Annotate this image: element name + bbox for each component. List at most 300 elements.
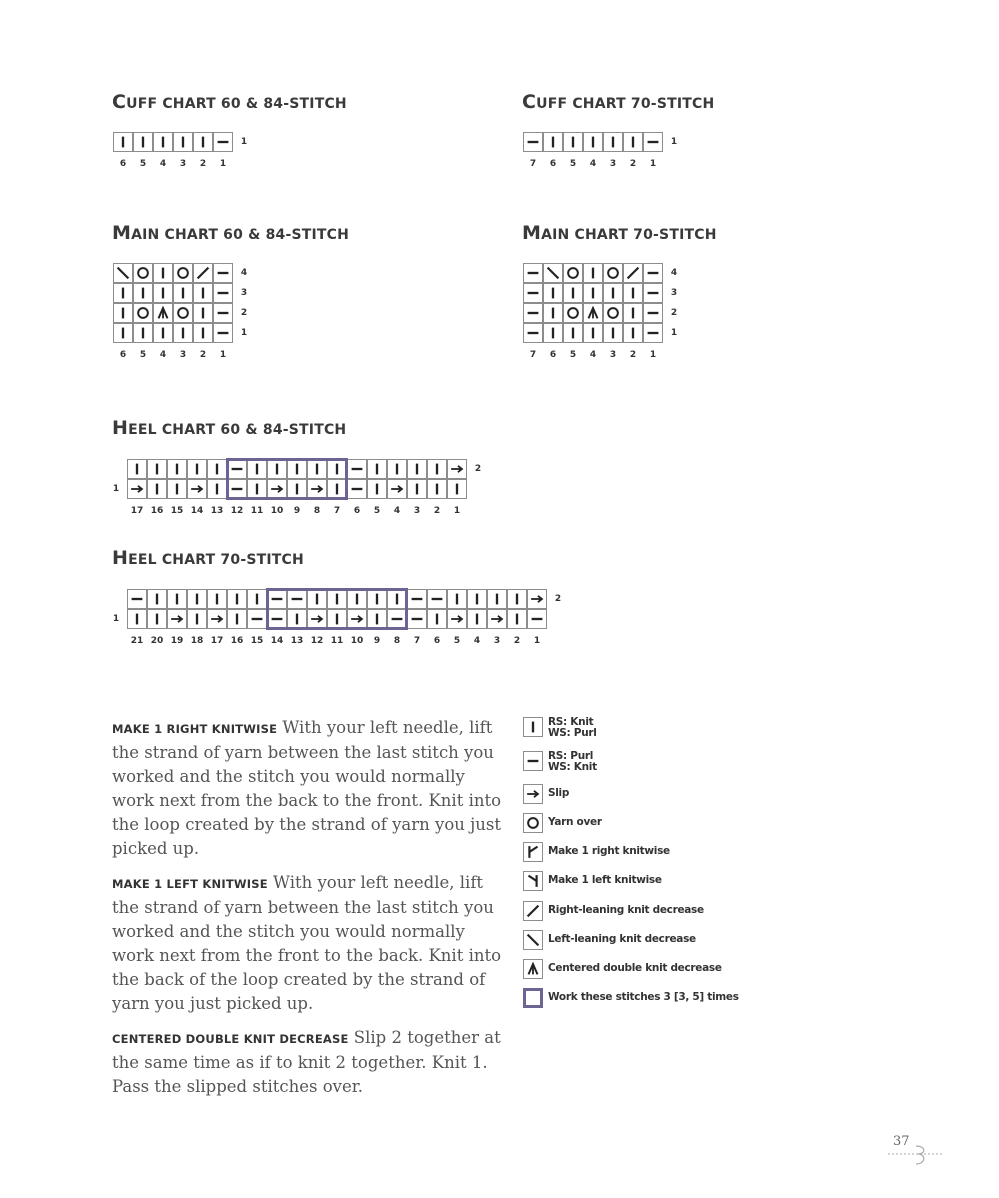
knit-symbol-icon — [468, 590, 486, 608]
chart-column-number: 1 — [453, 506, 461, 516]
knit-symbol-icon — [148, 460, 166, 478]
legend-label-line: Left-leaning knit decrease — [548, 933, 696, 945]
chart-column-number: 7 — [529, 159, 537, 169]
knit-symbol-icon — [134, 284, 152, 302]
knit-symbol-icon — [584, 133, 602, 151]
knit-symbol-icon — [584, 324, 602, 342]
knit-symbol-icon — [448, 590, 466, 608]
chart-column-number: 4 — [473, 636, 481, 646]
chart-cell — [543, 283, 563, 303]
knit-symbol-icon — [428, 480, 446, 498]
legend-label — [548, 846, 670, 857]
chart-column-number: 2 — [513, 636, 521, 646]
slip-symbol-icon — [524, 785, 542, 803]
chart-cell — [407, 459, 427, 479]
chart-cell — [133, 323, 153, 343]
chart-cell — [523, 303, 543, 323]
chart-cell — [603, 132, 623, 152]
chart-row-number: 1 — [670, 137, 678, 147]
chart-cell — [563, 303, 583, 323]
chart-cell — [623, 283, 643, 303]
slip-symbol-icon — [388, 480, 406, 498]
knit-symbol-icon — [624, 284, 642, 302]
knit-symbol-icon — [368, 460, 386, 478]
knit-symbol-icon — [208, 590, 226, 608]
chart-cell — [643, 263, 663, 283]
chart-cell — [167, 609, 187, 629]
purl-symbol-icon — [214, 304, 232, 322]
knit-symbol-icon — [268, 460, 286, 478]
purl-symbol-icon — [388, 610, 406, 628]
legend-label — [548, 963, 722, 974]
chart-column-number: 4 — [159, 159, 167, 169]
chart-cell — [267, 459, 287, 479]
knit-symbol-icon — [584, 284, 602, 302]
knit-symbol-icon — [584, 264, 602, 282]
chart-cell — [167, 589, 187, 609]
chart-cell — [153, 323, 173, 343]
purl-symbol-icon — [644, 324, 662, 342]
legend-label — [548, 817, 602, 828]
chart-cell — [227, 609, 247, 629]
chart-cell — [643, 283, 663, 303]
slip-symbol-icon — [488, 610, 506, 628]
chart-column-number: 1 — [533, 636, 541, 646]
legend-label-line: Centered double knit decrease — [548, 962, 722, 974]
slip-symbol-icon — [168, 610, 186, 628]
knit-symbol-icon — [174, 284, 192, 302]
chart-cell — [447, 479, 467, 499]
chart-cell — [603, 263, 623, 283]
chart-cell — [207, 479, 227, 499]
knit-symbol-icon — [604, 324, 622, 342]
chart-cell — [153, 303, 173, 323]
knit-symbol-icon — [388, 590, 406, 608]
centered-decrease-symbol-icon — [524, 960, 542, 978]
knit-symbol-icon — [228, 590, 246, 608]
slip-symbol-icon — [308, 480, 326, 498]
chart-cell — [563, 263, 583, 283]
chart-column-number: 3 — [609, 159, 617, 169]
chart-cell — [173, 303, 193, 323]
centered-double-decrease-body: Slip 2 together at the same time as if to knit 2 together. Knit 1. Pass the slipped stitches over. — [112, 1028, 501, 1096]
chart-cell — [623, 323, 643, 343]
chart-column-number: 3 — [413, 506, 421, 516]
chart-cell — [583, 323, 603, 343]
chart-cell — [327, 479, 347, 499]
chart-cell — [543, 263, 563, 283]
knit-symbol-icon — [368, 480, 386, 498]
knit-symbol-icon — [308, 460, 326, 478]
legend-label-line: WS: Knit — [548, 761, 597, 773]
chart-column-number: 11 — [250, 506, 264, 516]
knit-symbol-icon — [624, 133, 642, 151]
chart-cell — [127, 479, 147, 499]
knit-symbol-icon — [248, 590, 266, 608]
knit-symbol-icon — [448, 480, 466, 498]
right-decrease-symbol-icon — [194, 264, 212, 282]
slip-symbol-icon — [448, 460, 466, 478]
chart-cell — [167, 459, 187, 479]
legend-label — [548, 934, 696, 945]
chart-cell — [643, 132, 663, 152]
purl-symbol-icon — [268, 590, 286, 608]
knit-symbol-icon — [208, 460, 226, 478]
chart-cell — [127, 589, 147, 609]
knit-symbol-icon — [114, 304, 132, 322]
chart-cell — [327, 459, 347, 479]
chart-cell — [193, 303, 213, 323]
purl-symbol-icon — [408, 590, 426, 608]
chart-cell — [113, 303, 133, 323]
legend-label-line: Make 1 left knitwise — [548, 874, 662, 886]
chart-cell — [247, 479, 267, 499]
knit-symbol-icon — [128, 610, 146, 628]
chart-cell — [113, 323, 133, 343]
chart-column-number: 19 — [170, 636, 184, 646]
legend-label-line: Slip — [548, 787, 570, 799]
knit-symbol-icon — [114, 133, 132, 151]
chart-column-number: 5 — [139, 159, 147, 169]
chart-column-number: 2 — [199, 159, 207, 169]
knit-symbol-icon — [188, 610, 206, 628]
chart-column-number: 3 — [609, 350, 617, 360]
main-chart-60-84-title: MAIN CHART 60 & 84-STITCH — [112, 222, 350, 244]
chart-row-number: 1 — [240, 137, 248, 147]
chart-cell — [347, 479, 367, 499]
slip-symbol-icon — [528, 590, 546, 608]
circle-icon — [523, 813, 543, 833]
chart-cell — [287, 459, 307, 479]
slip-symbol-icon — [268, 480, 286, 498]
knit-symbol-icon — [288, 480, 306, 498]
chart-column-number: 2 — [629, 159, 637, 169]
chart-cell — [543, 323, 563, 343]
chart-column-number: 18 — [190, 636, 204, 646]
left-decrease-symbol-icon — [114, 264, 132, 282]
chart-cell — [247, 589, 267, 609]
yarn-over-symbol-icon — [604, 264, 622, 282]
chart-cell — [427, 479, 447, 499]
centered-decrease-symbol-icon — [584, 304, 602, 322]
knit-symbol-icon — [154, 133, 172, 151]
chart-cell — [623, 132, 643, 152]
knit-symbol-icon — [488, 590, 506, 608]
chart-cell — [173, 263, 193, 283]
knit-symbol-icon — [174, 133, 192, 151]
make-one-right-icon — [523, 842, 543, 862]
chart-cell — [543, 303, 563, 323]
chart-cell — [307, 479, 327, 499]
chart-row-number: 1 — [240, 328, 248, 338]
chart-column-number: 9 — [373, 636, 381, 646]
chart-column-number: 1 — [649, 350, 657, 360]
centered-double-decrease-term: CENTERED DOUBLE KNIT DECREASE — [112, 1032, 349, 1046]
chart-column-number: 11 — [330, 636, 344, 646]
chart-cell — [133, 303, 153, 323]
chart-cell — [207, 459, 227, 479]
knit-symbol-icon — [148, 480, 166, 498]
chart-column-number: 10 — [350, 636, 364, 646]
chart-row-number: 3 — [670, 288, 678, 298]
chart-column-number: 9 — [293, 506, 301, 516]
slip-symbol-icon — [308, 610, 326, 628]
chart-column-number: 6 — [353, 506, 361, 516]
chart-cell — [307, 609, 327, 629]
knit-symbol-icon — [508, 610, 526, 628]
chart-column-number: 8 — [393, 636, 401, 646]
chart-column-number: 4 — [393, 506, 401, 516]
purl-symbol-icon — [214, 324, 232, 342]
chart-column-number: 20 — [150, 636, 164, 646]
chart-cell — [427, 459, 447, 479]
yarn-over-symbol-icon — [134, 304, 152, 322]
horizontal-bar-icon — [523, 751, 543, 771]
chart-cell — [267, 589, 287, 609]
legend-label — [548, 905, 704, 916]
slip-symbol-icon — [348, 610, 366, 628]
chart-cell — [213, 132, 233, 152]
chart-cell — [347, 589, 367, 609]
chart-cell — [467, 589, 487, 609]
chart-cell — [347, 609, 367, 629]
knit-symbol-icon — [348, 590, 366, 608]
make-1-right-term: MAKE 1 RIGHT KNITWISE — [112, 722, 278, 736]
purl-symbol-icon — [348, 480, 366, 498]
chart-cell — [527, 609, 547, 629]
chart-column-number: 13 — [290, 636, 304, 646]
legend-label-line: Yarn over — [548, 816, 602, 828]
knit-symbol-icon — [148, 590, 166, 608]
chart-cell — [147, 479, 167, 499]
chart-cell — [447, 609, 467, 629]
centered-double-decrease-paragraph — [112, 1026, 504, 1099]
flourish-ornament-icon — [886, 1142, 944, 1168]
chart-row-number: 2 — [554, 594, 562, 604]
knit-symbol-icon — [174, 324, 192, 342]
chart-cell — [583, 263, 603, 283]
chart-cell — [623, 263, 643, 283]
slip-symbol-icon — [128, 480, 146, 498]
chart-column-number: 10 — [270, 506, 284, 516]
knit-symbol-icon — [428, 610, 446, 628]
make-1-left-body: With your left needle, lift the strand of yarn between the last stitch you worked and the stitch you would normally work next from the front to the back. Knit into the back of the loop created by the strand of yarn you just picked up. — [112, 873, 502, 1013]
knit-symbol-icon — [188, 590, 206, 608]
chart-cell — [367, 589, 387, 609]
chart-column-number: 12 — [230, 506, 244, 516]
legend-label-line: RS: Purl — [548, 750, 594, 762]
chart-row-number: 1 — [112, 614, 120, 624]
chart-cell — [583, 132, 603, 152]
knit-symbol-icon — [288, 610, 306, 628]
chart-cell — [643, 323, 663, 343]
knit-symbol-icon — [148, 610, 166, 628]
knit-symbol-icon — [388, 460, 406, 478]
purl-symbol-icon — [408, 610, 426, 628]
chart-row-number: 1 — [112, 484, 120, 494]
chart-cell — [247, 609, 267, 629]
chart-row-number: 4 — [670, 268, 678, 278]
legend-label — [548, 992, 739, 1003]
knit-symbol-icon — [544, 324, 562, 342]
yarn-over-symbol-icon — [604, 304, 622, 322]
knit-symbol-icon — [604, 284, 622, 302]
chart-cell — [193, 263, 213, 283]
chart-column-number: 6 — [549, 350, 557, 360]
chart-cell — [447, 459, 467, 479]
purl-symbol-icon — [228, 480, 246, 498]
chart-cell — [133, 283, 153, 303]
knit-symbol-icon — [368, 590, 386, 608]
chart-cell — [543, 132, 563, 152]
chart-cell — [133, 263, 153, 283]
chart-cell — [427, 589, 447, 609]
chart-cell — [187, 479, 207, 499]
chart-cell — [213, 323, 233, 343]
knit-symbol-icon — [328, 610, 346, 628]
chart-cell — [227, 589, 247, 609]
chart-column-number: 16 — [230, 636, 244, 646]
chart-column-number: 5 — [139, 350, 147, 360]
knit-symbol-icon — [508, 590, 526, 608]
slip-symbol-icon — [188, 480, 206, 498]
chart-cell — [173, 323, 193, 343]
knit-symbol-icon — [228, 610, 246, 628]
chart-cell — [167, 479, 187, 499]
chart-cell — [113, 283, 133, 303]
chart-cell — [227, 459, 247, 479]
legend-label — [548, 717, 597, 739]
knit-symbol-icon — [624, 324, 642, 342]
make-1-left-term: MAKE 1 LEFT KNITWISE — [112, 877, 268, 891]
knit-symbol-icon — [194, 133, 212, 151]
chart-cell — [267, 609, 287, 629]
chart-cell — [487, 609, 507, 629]
purl-symbol-icon — [644, 133, 662, 151]
chart-row-number: 2 — [670, 308, 678, 318]
purl-symbol-icon — [228, 460, 246, 478]
chart-cell — [387, 609, 407, 629]
purl-symbol-icon — [644, 304, 662, 322]
yarn-over-symbol-icon — [524, 814, 542, 832]
chart-cell — [287, 609, 307, 629]
knit-symbol-icon — [544, 304, 562, 322]
chart-cell — [187, 589, 207, 609]
knit-symbol-icon — [114, 284, 132, 302]
knit-symbol-icon — [564, 133, 582, 151]
purl-symbol-icon — [268, 610, 286, 628]
knit-symbol-icon — [168, 590, 186, 608]
knit-symbol-icon — [408, 460, 426, 478]
chart-column-number: 6 — [433, 636, 441, 646]
make-one-left-icon — [523, 871, 543, 891]
purl-symbol-icon — [524, 284, 542, 302]
purl-symbol-icon — [288, 590, 306, 608]
legend-label — [548, 788, 569, 799]
chart-column-number: 1 — [219, 350, 227, 360]
chart-column-number: 17 — [130, 506, 144, 516]
knit-symbol-icon — [564, 324, 582, 342]
knit-symbol-icon — [168, 460, 186, 478]
knit-symbol-icon — [544, 284, 562, 302]
chart-column-number: 5 — [453, 636, 461, 646]
chart-cell — [523, 132, 543, 152]
knit-symbol-icon — [134, 133, 152, 151]
purl-symbol-icon — [128, 590, 146, 608]
chart-cell — [347, 459, 367, 479]
chart-cell — [147, 459, 167, 479]
legend-label-line: RS: Knit — [548, 716, 594, 728]
chart-column-number: 14 — [190, 506, 204, 516]
right-decrease-symbol-icon — [624, 264, 642, 282]
slip-symbol-icon — [448, 610, 466, 628]
purl-symbol-icon — [524, 133, 542, 151]
chart-cell — [287, 479, 307, 499]
knit-symbol-icon — [428, 460, 446, 478]
right-decrease-symbol-icon — [524, 902, 542, 920]
chart-cell — [623, 303, 643, 323]
knit-symbol-icon — [208, 480, 226, 498]
purl-symbol-icon — [524, 264, 542, 282]
knit-symbol-icon — [624, 304, 642, 322]
knit-symbol-icon — [194, 324, 212, 342]
chart-cell — [133, 132, 153, 152]
knit-symbol-icon — [154, 324, 172, 342]
purl-symbol-icon — [644, 284, 662, 302]
purl-symbol-icon — [524, 324, 542, 342]
chart-cell — [643, 303, 663, 323]
chart-cell — [407, 479, 427, 499]
knit-symbol-icon — [328, 460, 346, 478]
chart-column-number: 4 — [589, 350, 597, 360]
chart-cell — [207, 589, 227, 609]
chart-cell — [583, 283, 603, 303]
backslash-icon — [523, 930, 543, 950]
legend-label-line: Work these stitches 3 [3, 5] times — [548, 991, 739, 1003]
chart-column-number: 16 — [150, 506, 164, 516]
chart-cell — [187, 459, 207, 479]
chart-cell — [153, 263, 173, 283]
caret-icon — [523, 959, 543, 979]
chart-column-number: 1 — [649, 159, 657, 169]
chart-cell — [213, 283, 233, 303]
chart-column-number: 7 — [333, 506, 341, 516]
chart-column-number: 4 — [589, 159, 597, 169]
chart-column-number: 6 — [119, 350, 127, 360]
chart-cell — [327, 609, 347, 629]
make-1-right-paragraph — [112, 716, 504, 861]
chart-row-number: 2 — [474, 464, 482, 474]
legend-label-line: Make 1 right knitwise — [548, 845, 670, 857]
legend-label-line: Right-leaning knit decrease — [548, 904, 704, 916]
chart-cell — [173, 132, 193, 152]
make-1-left-paragraph — [112, 871, 504, 1016]
chart-column-number: 14 — [270, 636, 284, 646]
chart-cell — [307, 459, 327, 479]
chart-cell — [527, 589, 547, 609]
chart-cell — [193, 132, 213, 152]
purl-symbol-icon — [428, 590, 446, 608]
chart-cell — [563, 283, 583, 303]
knit-symbol-icon — [468, 610, 486, 628]
chart-column-number: 2 — [433, 506, 441, 516]
chart-cell — [563, 323, 583, 343]
chart-cell — [407, 609, 427, 629]
chart-cell — [367, 479, 387, 499]
chart-cell — [153, 132, 173, 152]
knit-symbol-icon — [154, 284, 172, 302]
chart-column-number: 8 — [313, 506, 321, 516]
